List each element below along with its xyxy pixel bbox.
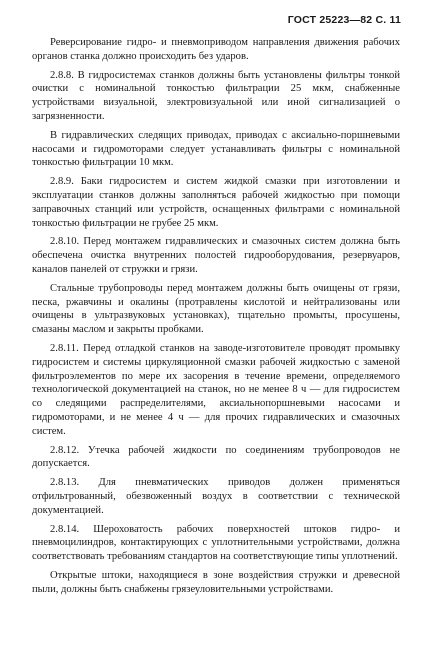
paragraph: 2.8.14. Шероховатость рабочих поверхностей штоков гидро- и пневмоцилиндров, контактирующих с уплотнительными устройствами, должна соответствовать требованиям стандартов на соответствующие типы уплотнений. <box>32 523 400 563</box>
paragraph: 2.8.10. Перед монтажем гидравлических и смазочных систем должна быть обеспечена очистка внутренних полостей гидрооборудования, резервуаров, каналов панелей от стружки и грязи. <box>32 236 400 275</box>
standard-number: ГОСТ 25223—82 <box>287 14 373 26</box>
paragraph: Стальные трубопроводы перед монтажем должны быть очищены от грязи, песка, ржавчины и окалины (протравлены кислотой и нейтрализованы или очищены в ультразвуковых установках), тщательно промыты, просушены, смазаны маслом и закрыты пробками. <box>32 282 400 336</box>
paragraph: 2.8.11. Перед отладкой станков на заводе-изготовителе проводят промывку гидросистем и системы циркуляционной смазки рабочей жидкостью с заменой фильтроэлементов по мере их засорения в течение времени, определяемого технологической документацией на станок, но не менее 8 ч — для гидросистем со следящими распределителями, аксиальнопоршневыми насосами и гидромоторами, и не менее 4 ч — для прочих гидравлических и смазочных систем. <box>32 342 400 437</box>
paragraph: 2.8.8. В гидросистемах станков должны быть установлены фильтры тонкой очистки с номинальной тонкостью фильтрации 25 мкм, снабженные устройствами визуальной, электровизуальной или иной сигнализацией о загрязненности. <box>32 69 400 122</box>
paragraph: Реверсирование гидро- и пневмоприводом направления движения рабочих органов станка должно происходить без ударов. <box>32 37 400 62</box>
paragraph: 2.8.12. Утечка рабочей жидкости по соединениям трубопроводов не допускается. <box>32 444 400 470</box>
paragraph: 2.8.9. Баки гидросистем и систем жидкой смазки при изготовлении и эксплуатации станков должны заполняться рабочей жидкостью при помощи заправочных станций или устройств, оснащенных фильтрами с номинальной тонкостью фильтрации не грубее 25 мкм. <box>32 176 400 229</box>
page-number: С. 11 <box>375 14 401 26</box>
page-header <box>288 14 401 26</box>
paragraph: 2.8.13. Для пневматических приводов должен применяться отфильтрованный, обезвоженный воздух в соответствии с технической документацией. <box>32 477 400 516</box>
paragraph: В гидравлических следящих приводах, приводах с аксиально-поршневыми насосами и гидромоторами следует устанавливать фильтры с номинальной тонкостью фильтрации 10 мкм. <box>32 129 400 169</box>
paragraph: Открытые штоки, находящиеся в зоне воздействия стружки и древесной пыли, должны быть снабжены грязеуловительными устройствами. <box>32 569 400 595</box>
document-body <box>32 36 400 601</box>
